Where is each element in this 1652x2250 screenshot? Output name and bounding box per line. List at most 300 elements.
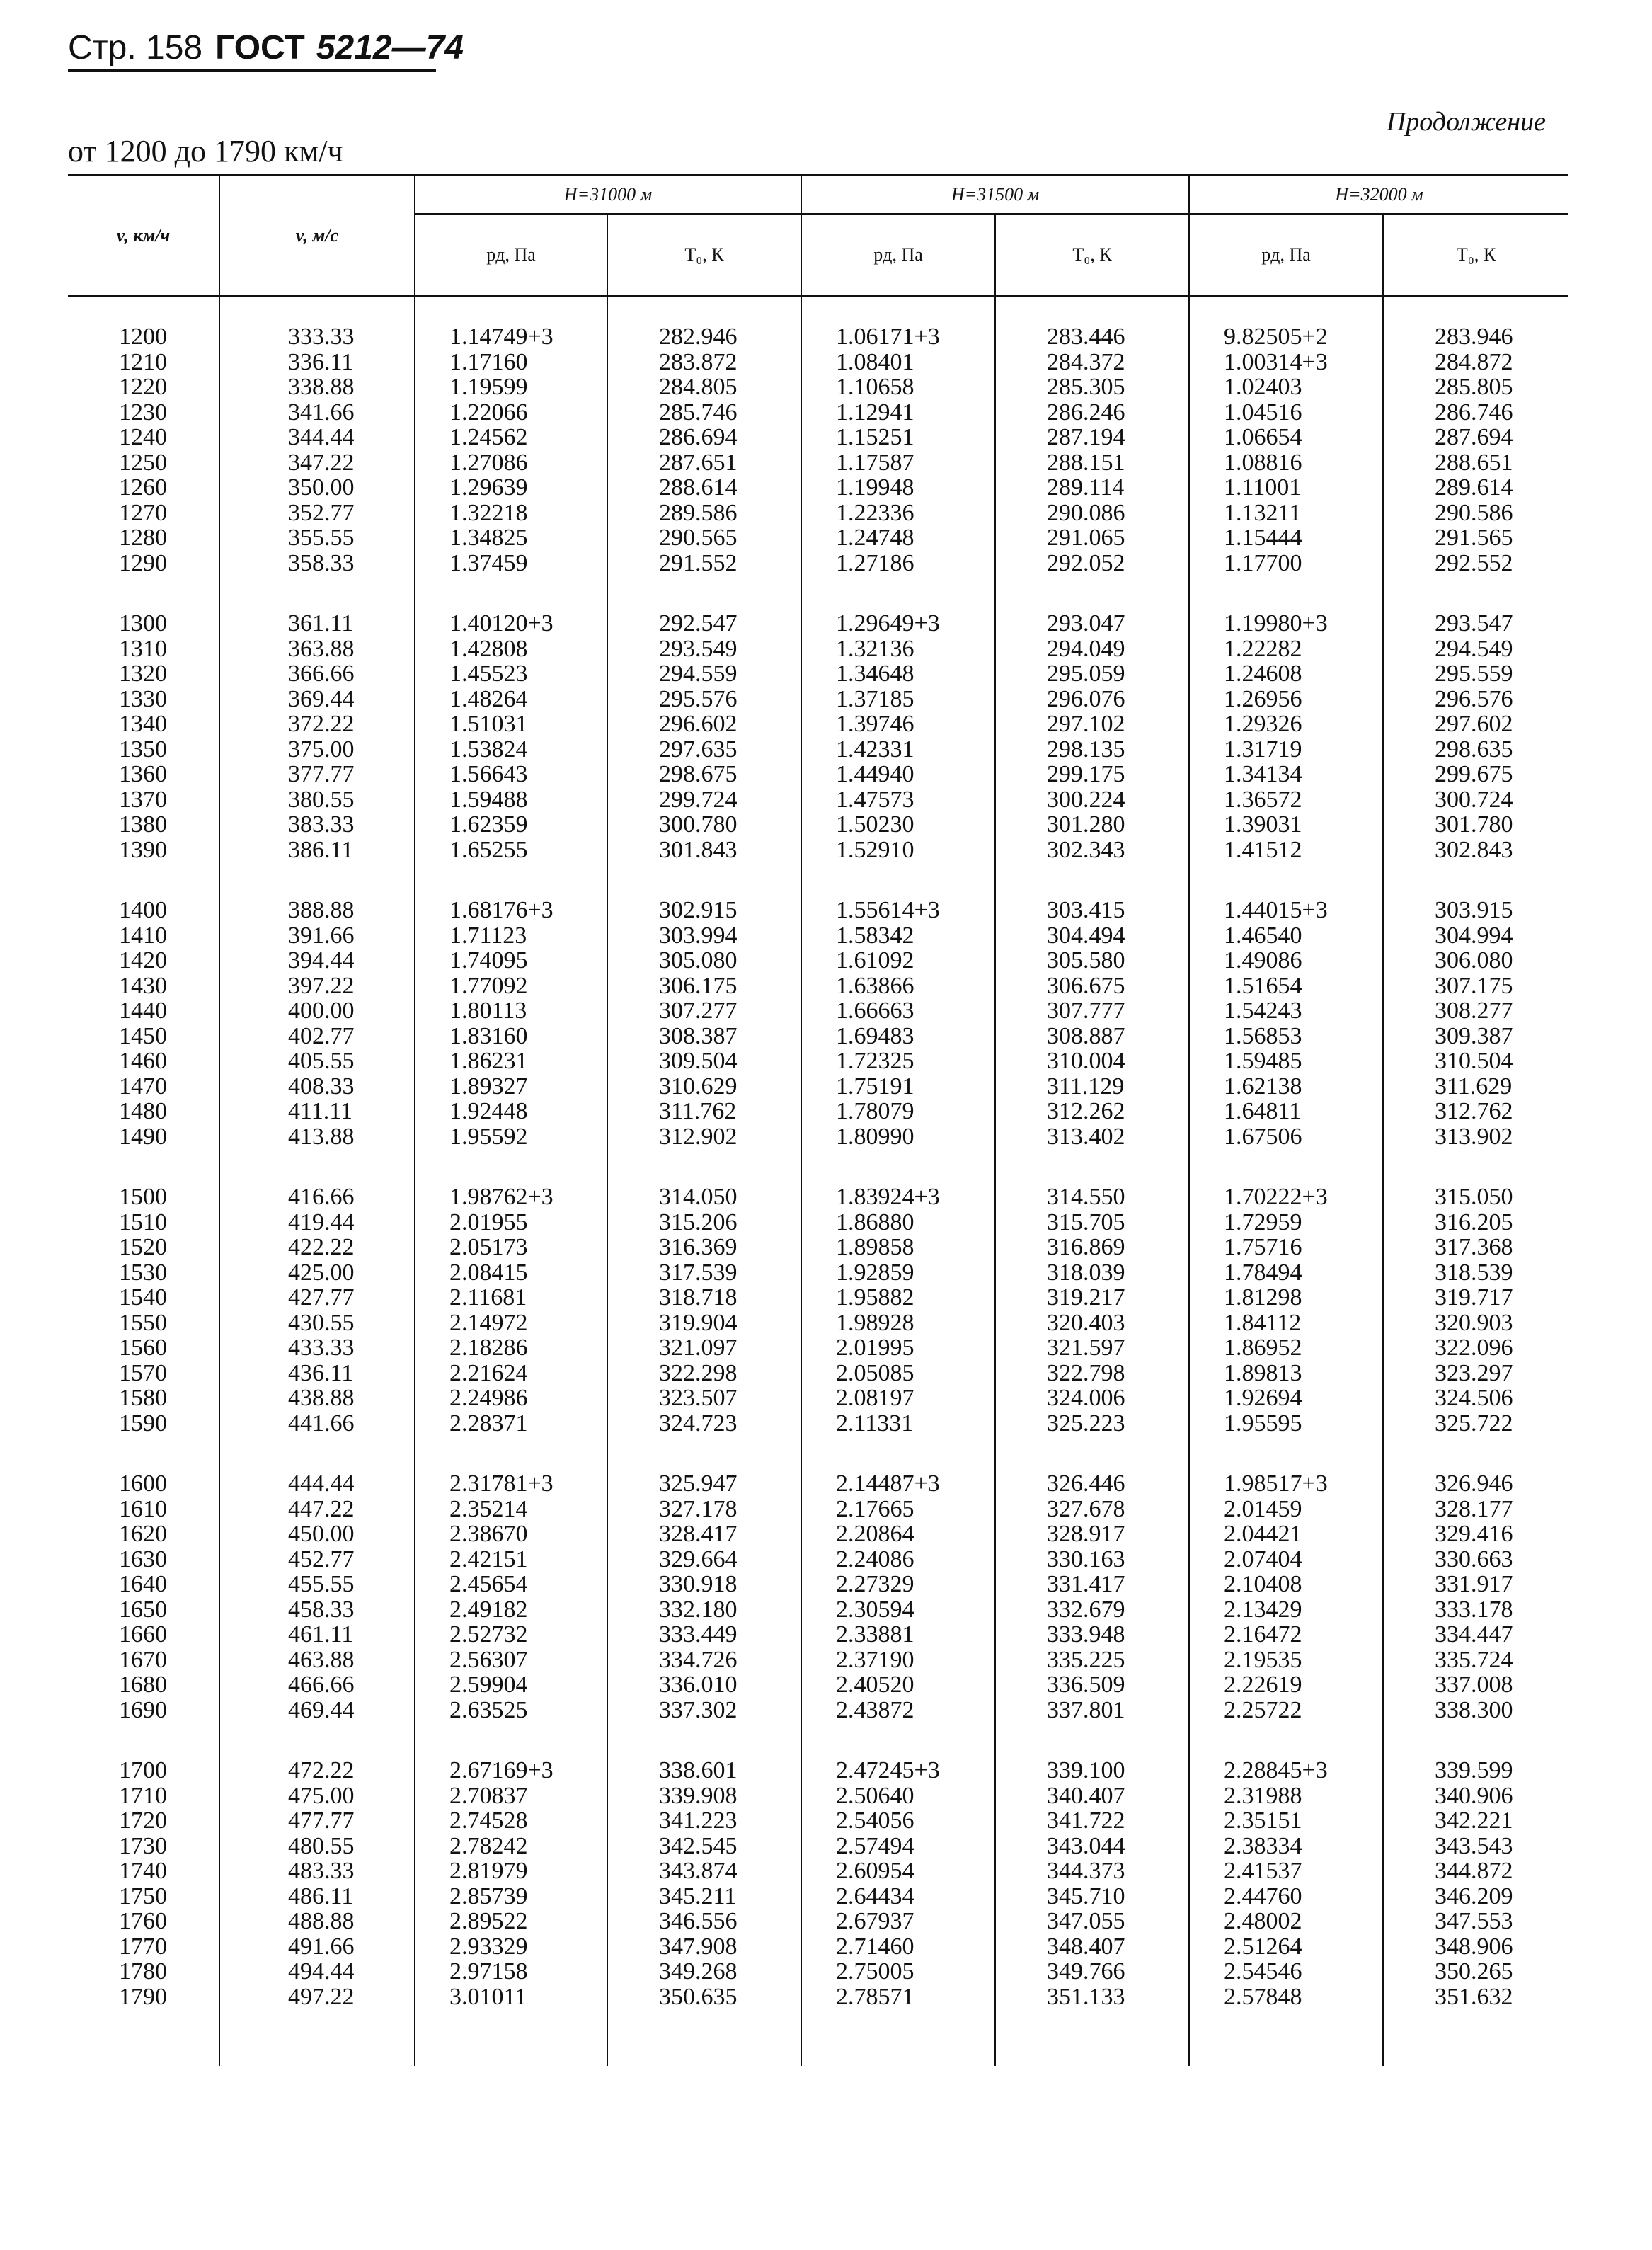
table-row [68, 551, 1568, 576]
spacer-cell [415, 297, 607, 324]
spacer-cell [1189, 1723, 1383, 1758]
cell-p-31000: 2.67169+3 [415, 1758, 607, 1783]
cell-t-31500: 324.006 [995, 1386, 1189, 1411]
cell-t-32000: 317.368 [1383, 1235, 1568, 1260]
cell-t-31500: 314.550 [995, 1184, 1189, 1210]
cell-t-32000: 322.096 [1383, 1335, 1568, 1361]
cell-t-31500: 288.151 [995, 450, 1189, 476]
table-row [68, 1909, 1568, 1934]
cell-t-31000: 332.180 [607, 1597, 801, 1623]
cell-p-31000: 2.81979 [415, 1858, 607, 1884]
cell-p-32000: 2.07404 [1189, 1547, 1383, 1572]
cell-v-kmh: 1750 [119, 1883, 167, 1909]
cell-t-31000: 316.369 [607, 1235, 801, 1260]
cell-p-32000: 1.72959 [1189, 1210, 1383, 1235]
cell-t-32000: 302.843 [1383, 838, 1568, 863]
cell-p-31000: 1.27086 [415, 450, 607, 476]
cell-p-31000: 2.63525 [415, 1698, 607, 1723]
header-group-h32000: H=32000 м [1189, 176, 1568, 215]
spacer-cell [607, 2009, 801, 2066]
spacer-cell [68, 1723, 219, 1758]
cell-p-31000: 2.28371 [415, 1411, 607, 1437]
cell-t-32000: 299.675 [1383, 762, 1568, 787]
cell-p-31000: 1.32218 [415, 501, 607, 526]
cell-p-31000: 1.40120+3 [415, 611, 607, 636]
cell-t-32000: 303.915 [1383, 898, 1568, 923]
spacer-cell [801, 297, 995, 324]
cell-p-31500: 1.08401 [801, 350, 995, 375]
cell-v-kmh: 1230 [119, 399, 167, 426]
cell-v-ms: 480.55 [219, 1834, 415, 1859]
cell-v-ms: 427.77 [219, 1285, 415, 1310]
spacer-cell [995, 1436, 1189, 1471]
cell-v-ms: 455.55 [219, 1572, 415, 1597]
cell-t-31500: 319.217 [995, 1285, 1189, 1310]
cell-v-kmh: 1720 [119, 1808, 167, 1834]
table-row [68, 525, 1568, 551]
cell-p-31500: 2.33881 [801, 1622, 995, 1647]
cell-t-31000: 282.946 [607, 324, 801, 350]
cell-t-32000: 330.663 [1383, 1547, 1568, 1572]
cell-t-31000: 317.539 [607, 1260, 801, 1286]
table-row [68, 1834, 1568, 1859]
group-spacer [68, 2009, 1568, 2066]
cell-t-31000: 290.565 [607, 525, 801, 551]
cell-v-ms: 369.44 [219, 687, 415, 712]
cell-p-32000: 1.00314+3 [1189, 350, 1383, 375]
cell-p-32000: 1.92694 [1189, 1386, 1383, 1411]
cell-t-31000: 345.211 [607, 1884, 801, 1909]
table-row [68, 923, 1568, 949]
table-row [68, 1049, 1568, 1074]
spacer-cell [415, 1723, 607, 1758]
cell-v-kmh: 1740 [119, 1858, 167, 1884]
spacer-cell [219, 1723, 415, 1758]
cell-p-32000: 1.11001 [1189, 475, 1383, 501]
cell-v-ms: 391.66 [219, 923, 415, 949]
table-row [68, 838, 1568, 863]
cell-p-32000: 1.89813 [1189, 1361, 1383, 1386]
header-pressure-32000: pд, Па [1189, 214, 1383, 297]
table-row [68, 1310, 1568, 1336]
cell-t-31500: 312.262 [995, 1099, 1189, 1124]
cell-v-ms: 336.11 [219, 350, 415, 375]
cell-t-31500: 303.415 [995, 898, 1189, 923]
cell-p-31500: 2.43872 [801, 1698, 995, 1723]
cell-p-31500: 1.17587 [801, 450, 995, 476]
cell-t-31500: 299.175 [995, 762, 1189, 787]
cell-t-31500: 320.403 [995, 1310, 1189, 1336]
cell-t-31500: 349.766 [995, 1959, 1189, 1985]
table-row [68, 400, 1568, 426]
cell-v-kmh: 1590 [119, 1410, 167, 1437]
cell-p-31000: 2.93329 [415, 1934, 607, 1960]
cell-v-kmh: 1460 [119, 1048, 167, 1074]
cell-t-31000: 300.780 [607, 812, 801, 838]
spacer-cell [607, 862, 801, 898]
cell-v-kmh: 1700 [119, 1757, 167, 1783]
cell-p-31000: 1.92448 [415, 1099, 607, 1124]
cell-p-32000: 1.51654 [1189, 973, 1383, 999]
table-row [68, 1361, 1568, 1386]
cell-v-ms: 433.33 [219, 1335, 415, 1361]
cell-t-31000: 342.545 [607, 1834, 801, 1859]
cell-t-31000: 315.206 [607, 1210, 801, 1235]
cell-v-ms: 452.77 [219, 1547, 415, 1572]
cell-p-31500: 2.67937 [801, 1909, 995, 1934]
cell-t-32000: 348.906 [1383, 1934, 1568, 1960]
cell-p-32000: 1.29326 [1189, 712, 1383, 737]
cell-t-31500: 330.163 [995, 1547, 1189, 1572]
cell-p-32000: 2.04421 [1189, 1521, 1383, 1547]
cell-p-31500: 1.42331 [801, 737, 995, 763]
cell-t-31000: 327.178 [607, 1497, 801, 1522]
cell-p-31000: 1.71123 [415, 923, 607, 949]
cell-v-kmh: 1250 [119, 449, 167, 476]
cell-p-31000: 1.65255 [415, 838, 607, 863]
cell-v-ms: 419.44 [219, 1210, 415, 1235]
cell-v-kmh: 1200 [119, 324, 167, 350]
cell-v-ms: 333.33 [219, 324, 415, 350]
cell-t-31500: 313.402 [995, 1124, 1189, 1150]
cell-v-ms: 338.88 [219, 375, 415, 400]
cell-p-31500: 2.57494 [801, 1834, 995, 1859]
cell-p-31000: 2.11681 [415, 1285, 607, 1310]
cell-v-ms: 430.55 [219, 1310, 415, 1336]
cell-v-kmh: 1280 [119, 525, 167, 551]
cell-v-kmh: 1640 [119, 1571, 167, 1597]
cell-p-32000: 1.64811 [1189, 1099, 1383, 1124]
cell-t-31000: 338.601 [607, 1758, 801, 1783]
cell-p-31000: 2.24986 [415, 1386, 607, 1411]
table-row [68, 1698, 1568, 1723]
spacer-cell [415, 576, 607, 611]
cell-p-31000: 2.42151 [415, 1547, 607, 1572]
cell-p-31000: 2.18286 [415, 1335, 607, 1361]
spacer-cell [415, 1149, 607, 1184]
cell-v-ms: 438.88 [219, 1386, 415, 1411]
cell-v-kmh: 1680 [119, 1672, 167, 1698]
cell-p-31500: 1.27186 [801, 551, 995, 576]
cell-p-32000: 2.38334 [1189, 1834, 1383, 1859]
cell-v-kmh: 1400 [119, 897, 167, 923]
cell-p-32000: 2.16472 [1189, 1622, 1383, 1647]
cell-t-32000: 351.632 [1383, 1985, 1568, 2010]
cell-t-32000: 313.902 [1383, 1124, 1568, 1150]
cell-v-kmh: 1390 [119, 836, 167, 863]
cell-t-31000: 350.635 [607, 1985, 801, 2010]
cell-t-31000: 339.908 [607, 1783, 801, 1809]
spacer-cell [219, 862, 415, 898]
page-number: Стр. 158 [68, 29, 203, 67]
cell-t-32000: 324.506 [1383, 1386, 1568, 1411]
cell-p-31000: 2.56307 [415, 1647, 607, 1673]
table-row [68, 1647, 1568, 1673]
cell-v-ms: 469.44 [219, 1698, 415, 1723]
cell-t-31000: 323.507 [607, 1386, 801, 1411]
cell-p-32000: 1.49086 [1189, 948, 1383, 973]
cell-p-31500: 2.37190 [801, 1647, 995, 1673]
cell-v-ms: 405.55 [219, 1049, 415, 1074]
cell-p-31000: 1.83160 [415, 1024, 607, 1049]
cell-p-31500: 2.05085 [801, 1361, 995, 1386]
cell-p-31500: 1.32136 [801, 636, 995, 662]
spacer-cell [995, 576, 1189, 611]
spacer-cell [607, 1149, 801, 1184]
group-spacer [68, 1723, 1568, 1758]
cell-v-kmh: 1380 [119, 811, 167, 838]
table-row [68, 324, 1568, 350]
cell-t-31000: 291.552 [607, 551, 801, 576]
cell-t-31000: 312.902 [607, 1124, 801, 1150]
cell-v-kmh: 1570 [119, 1359, 167, 1386]
cell-t-32000: 333.178 [1383, 1597, 1568, 1623]
data-table [68, 174, 1568, 2066]
cell-p-31500: 1.50230 [801, 812, 995, 838]
cell-p-31500: 1.58342 [801, 923, 995, 949]
cell-v-kmh: 1240 [119, 424, 167, 450]
cell-v-kmh: 1260 [119, 474, 167, 501]
cell-p-32000: 2.48002 [1189, 1909, 1383, 1934]
cell-t-32000: 335.724 [1383, 1647, 1568, 1673]
spacer-cell [1189, 576, 1383, 611]
cell-t-32000: 318.539 [1383, 1260, 1568, 1286]
cell-t-32000: 309.387 [1383, 1024, 1568, 1049]
spacer-cell [1189, 297, 1383, 324]
table-row [68, 501, 1568, 526]
table-row [68, 1547, 1568, 1572]
cell-p-32000: 1.62138 [1189, 1074, 1383, 1100]
cell-t-31000: 336.010 [607, 1672, 801, 1698]
cell-p-31500: 2.64434 [801, 1884, 995, 1909]
table-row [68, 1074, 1568, 1100]
cell-t-32000: 291.565 [1383, 525, 1568, 551]
cell-t-31500: 291.065 [995, 525, 1189, 551]
cell-t-32000: 286.746 [1383, 400, 1568, 426]
cell-v-kmh: 1210 [119, 348, 167, 375]
cell-p-31500: 2.11331 [801, 1411, 995, 1437]
cell-v-ms: 447.22 [219, 1497, 415, 1522]
cell-t-32000: 334.447 [1383, 1622, 1568, 1647]
cell-t-32000: 297.602 [1383, 712, 1568, 737]
cell-v-kmh: 1770 [119, 1933, 167, 1960]
cell-t-31500: 326.446 [995, 1471, 1189, 1497]
cell-t-31000: 330.918 [607, 1572, 801, 1597]
cell-p-32000: 1.54243 [1189, 998, 1383, 1024]
cell-t-31500: 315.705 [995, 1210, 1189, 1235]
cell-t-32000: 304.994 [1383, 923, 1568, 949]
cell-v-ms: 380.55 [219, 787, 415, 813]
cell-p-32000: 2.54546 [1189, 1959, 1383, 1985]
cell-t-31000: 322.298 [607, 1361, 801, 1386]
cell-t-32000: 296.576 [1383, 687, 1568, 712]
cell-p-32000: 1.04516 [1189, 400, 1383, 426]
cell-p-32000: 1.86952 [1189, 1335, 1383, 1361]
cell-v-ms: 358.33 [219, 551, 415, 576]
cell-p-32000: 2.10408 [1189, 1572, 1383, 1597]
cell-v-ms: 363.88 [219, 636, 415, 662]
cell-v-ms: 400.00 [219, 998, 415, 1024]
cell-p-31000: 2.45654 [415, 1572, 607, 1597]
group-spacer [68, 576, 1568, 611]
table-row [68, 712, 1568, 737]
spacer-cell [219, 2009, 415, 2066]
cell-v-ms: 488.88 [219, 1909, 415, 1934]
cell-t-31000: 343.874 [607, 1858, 801, 1884]
cell-v-kmh: 1360 [119, 761, 167, 787]
spacer-cell [995, 1723, 1189, 1758]
cell-p-31500: 2.75005 [801, 1959, 995, 1985]
spacer-cell [607, 576, 801, 611]
cell-t-31000: 296.602 [607, 712, 801, 737]
cell-p-32000: 2.22619 [1189, 1672, 1383, 1698]
cell-p-31000: 2.59904 [415, 1672, 607, 1698]
cell-p-32000: 2.57848 [1189, 1985, 1383, 2010]
cell-v-kmh: 1500 [119, 1184, 167, 1210]
cell-p-32000: 1.08816 [1189, 450, 1383, 476]
table-row [68, 998, 1568, 1024]
cell-t-32000: 300.724 [1383, 787, 1568, 813]
table-row [68, 1521, 1568, 1547]
cell-p-32000: 1.81298 [1189, 1285, 1383, 1310]
cell-p-31000: 1.42808 [415, 636, 607, 662]
cell-t-31500: 332.679 [995, 1597, 1189, 1623]
spacer-cell [607, 1436, 801, 1471]
cell-t-32000: 315.050 [1383, 1184, 1568, 1210]
table-row [68, 762, 1568, 787]
cell-t-32000: 298.635 [1383, 737, 1568, 763]
table-row [68, 1411, 1568, 1437]
cell-p-32000: 2.13429 [1189, 1597, 1383, 1623]
cell-p-32000: 9.82505+2 [1189, 324, 1383, 350]
standard-label: ГОСТ [215, 29, 305, 67]
cell-p-32000: 1.95595 [1189, 1411, 1383, 1437]
cell-v-ms: 408.33 [219, 1074, 415, 1100]
table-row [68, 375, 1568, 400]
cell-p-32000: 1.46540 [1189, 923, 1383, 949]
cell-t-31000: 303.994 [607, 923, 801, 949]
spacer-cell [1383, 1723, 1568, 1758]
cell-p-31500: 1.78079 [801, 1099, 995, 1124]
table-row [68, 1758, 1568, 1783]
cell-p-31500: 1.24748 [801, 525, 995, 551]
cell-p-31500: 2.27329 [801, 1572, 995, 1597]
range-caption: от 1200 до 1790 км/ч [68, 134, 343, 169]
cell-v-kmh: 1370 [119, 786, 167, 813]
cell-p-31500: 2.17665 [801, 1497, 995, 1522]
spacer-cell [68, 576, 219, 611]
table-row [68, 1622, 1568, 1647]
cell-p-31500: 1.63866 [801, 973, 995, 999]
table-row [68, 1959, 1568, 1985]
cell-v-kmh: 1440 [119, 998, 167, 1024]
cell-p-31000: 1.48264 [415, 687, 607, 712]
cell-t-32000: 331.917 [1383, 1572, 1568, 1597]
cell-p-31000: 1.19599 [415, 375, 607, 400]
cell-p-31500: 1.75191 [801, 1074, 995, 1100]
cell-v-kmh: 1290 [119, 549, 167, 576]
cell-p-32000: 2.35151 [1189, 1808, 1383, 1834]
cell-p-32000: 1.84112 [1189, 1310, 1383, 1336]
cell-p-32000: 1.15444 [1189, 525, 1383, 551]
cell-t-32000: 284.872 [1383, 350, 1568, 375]
table-row [68, 787, 1568, 813]
table-row [68, 1210, 1568, 1235]
cell-p-32000: 1.39031 [1189, 812, 1383, 838]
cell-p-32000: 1.36572 [1189, 787, 1383, 813]
cell-t-31500: 340.407 [995, 1783, 1189, 1809]
table-row [68, 973, 1568, 999]
cell-t-32000: 340.906 [1383, 1783, 1568, 1809]
cell-p-31000: 2.14972 [415, 1310, 607, 1336]
cell-p-31500: 1.37185 [801, 687, 995, 712]
cell-t-31000: 289.586 [607, 501, 801, 526]
cell-v-kmh: 1660 [119, 1621, 167, 1647]
cell-t-31000: 308.387 [607, 1024, 801, 1049]
table-row [68, 687, 1568, 712]
cell-p-31500: 1.06171+3 [801, 324, 995, 350]
cell-p-31000: 2.97158 [415, 1959, 607, 1985]
cell-v-kmh: 1430 [119, 972, 167, 999]
cell-p-31000: 1.80113 [415, 998, 607, 1024]
cell-v-kmh: 1580 [119, 1385, 167, 1411]
cell-v-ms: 386.11 [219, 838, 415, 863]
cell-t-32000: 307.175 [1383, 973, 1568, 999]
table-row [68, 898, 1568, 923]
header-v-kmh: v, км/ч [68, 176, 219, 297]
cell-v-ms: 402.77 [219, 1024, 415, 1049]
cell-t-31500: 351.133 [995, 1985, 1189, 2010]
table-row [68, 450, 1568, 476]
cell-t-31000: 321.097 [607, 1335, 801, 1361]
cell-t-31500: 344.373 [995, 1858, 1189, 1884]
cell-t-31000: 305.080 [607, 948, 801, 973]
spacer-cell [415, 1436, 607, 1471]
cell-v-ms: 458.33 [219, 1597, 415, 1623]
cell-t-32000: 343.543 [1383, 1834, 1568, 1859]
cell-p-32000: 1.78494 [1189, 1260, 1383, 1286]
cell-p-32000: 2.28845+3 [1189, 1758, 1383, 1783]
cell-v-ms: 388.88 [219, 898, 415, 923]
cell-t-32000: 329.416 [1383, 1521, 1568, 1547]
cell-t-31000: 324.723 [607, 1411, 801, 1437]
spacer-cell [1383, 2009, 1568, 2066]
cell-t-31500: 322.798 [995, 1361, 1189, 1386]
cell-v-ms: 383.33 [219, 812, 415, 838]
cell-p-32000: 1.59485 [1189, 1049, 1383, 1074]
cell-t-31000: 283.872 [607, 350, 801, 375]
table-row [68, 948, 1568, 973]
cell-p-31500: 1.55614+3 [801, 898, 995, 923]
cell-t-31500: 300.224 [995, 787, 1189, 813]
cell-p-31000: 1.89327 [415, 1074, 607, 1100]
cell-t-32000: 295.559 [1383, 661, 1568, 687]
table-row [68, 636, 1568, 662]
cell-p-31000: 2.70837 [415, 1783, 607, 1809]
cell-t-32000: 311.629 [1383, 1074, 1568, 1100]
cell-p-32000: 1.34134 [1189, 762, 1383, 787]
spacer-cell [1383, 576, 1568, 611]
cell-v-kmh: 1320 [119, 661, 167, 687]
spacer-cell [415, 862, 607, 898]
header-group-h31000: H=31000 м [415, 176, 801, 215]
cell-p-31000: 1.29639 [415, 475, 607, 501]
cell-t-31000: 302.915 [607, 898, 801, 923]
cell-v-ms: 350.00 [219, 475, 415, 501]
spacer-cell [801, 1149, 995, 1184]
cell-p-31500: 1.19948 [801, 475, 995, 501]
cell-t-31000: 288.614 [607, 475, 801, 501]
